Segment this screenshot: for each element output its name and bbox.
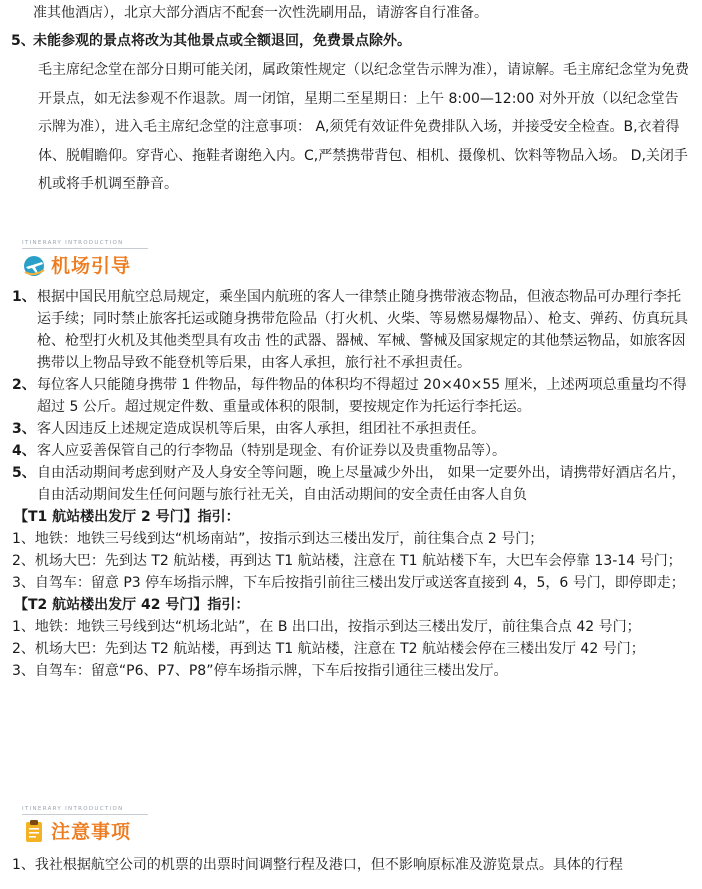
- header-title: 注意事项: [51, 821, 132, 843]
- list-item: [0, 462, 702, 506]
- list-item: [0, 286, 702, 374]
- t1-guide-line: 3、自驾车：留意 P3 停车场指示牌，下车后按指引前往三楼出发厅或送客直接到 4，5，6 号门，即停即走；: [12, 575, 685, 591]
- notes-header: [13, 806, 153, 846]
- list-item: [0, 418, 702, 440]
- item-number: 3、: [12, 421, 36, 437]
- sights-rule-item: [0, 30, 702, 52]
- airport-guide-header: [13, 240, 153, 280]
- item-text: 客人因违反上述规定造成误机等后果，由客人承担，组团社不承担责任。: [37, 421, 485, 437]
- header-divider: [22, 814, 148, 815]
- list-item: [0, 374, 702, 418]
- header-title: 机场引导: [51, 255, 132, 277]
- memorial-hall-notice: 毛主席纪念堂在部分日期可能关闭，属政策性规定（以纪念堂告示牌为准），请谅解。毛主席纪念堂为免费开景点，如无法参观不作退款。周一闭馆，星期二至星期日：上午 8:00—12:00 对外开放（以纪念堂告示牌为准），进入毛主席纪念堂的注意事项： A,须凭有效证件免费排队入场，并接受安全检查。B,衣着得体、脱帽瞻仰。穿背心、拖鞋者谢绝入内。C,严禁携带背包、相机、摄像机、饮料等物品入场。 D,关闭手机或将手机调至静音。: [38, 62, 689, 192]
- hotel-note-text: 准其他酒店），北京大部分酒店不配套一次性洗刷用品，请游客自行准备。: [33, 5, 488, 21]
- item-number: 2、: [12, 377, 36, 393]
- item-text: 每位客人只能随身携带 1 件物品，每件物品的体积均不得超过 20×40×55 厘米，上述两项总重量均不得超过 5 公斤。超过规定件数、重量或体积的限制，要按规定作为托运行李托运。: [37, 377, 687, 415]
- t2-guide-line: 3、自驾车：留意“P6、P7、P8”停车场指示牌，下车后按指引通往三楼出发厅。: [12, 663, 508, 679]
- t1-guide-line: 1、地铁：地铁三号线到达“机场南站”，按指示到达三楼出发厅，前往集合点 2 号门；: [12, 531, 544, 547]
- t1-guide-title: 【T1 航站楼出发厅 2 号门】指引：: [14, 509, 240, 525]
- notes-section: [0, 854, 702, 876]
- item-number: 5、: [12, 465, 36, 481]
- t2-guide-line: 1、地铁：地铁三号线到达“机场北站”，在 B 出口出，按指示到达三楼出发厅，前往集合点 42 号门；: [12, 619, 641, 635]
- item-number: 5、: [11, 33, 35, 49]
- clipboard-icon: [21, 818, 47, 844]
- sights-rule-title: 未能参观的景点将改为其他景点或全额退回，免费景点除外。: [33, 33, 411, 49]
- notes-line: 1、我社根据航空公司的机票的出票时间调整行程及港口，但不影响原标准及游览景点。具体的行程: [12, 857, 623, 873]
- item-text: 客人应妥善保管自己的行李物品（特别是现金、有价证券以及贵重物品等）。: [37, 443, 506, 459]
- hotel-and-sights-section: [0, 2, 702, 199]
- t2-guide-title: 【T2 航站楼出发厅 42 号门】指引：: [14, 597, 250, 613]
- item-text: 自由活动期间考虑到财产及人身安全等问题，晚上尽量减少外出， 如果一定要外出，请携带好酒店名片，自由活动期间发生任何问题与旅行社无关，自由活动期间的安全责任由客人自负: [37, 465, 686, 503]
- airplane-icon: [21, 252, 47, 278]
- t2-guide-line: 2、机场大巴：先到达 T2 航站楼，再到达 T1 航站楼，注意在 T2 航站楼会停在三楼出发厅 42 号门；: [12, 641, 645, 657]
- item-number: 4、: [12, 443, 36, 459]
- header-divider: [22, 248, 148, 249]
- item-text: 根据中国民用航空总局规定，乘坐国内航班的客人一律禁止随身携带液态物品，但液态物品可办理行李托运手续；同时禁止旅客托运或随身携带危险品（打火机、火柴、等易燃易爆物品）、枪支、弹药、仿真玩具枪、枪型打火机及其他类型具有攻击 性的武器、器械、军械、警械及国家规定的其他禁运物品，如旅客因携带以上物品导致不能登机等后果，由客人承担，旅行社不承担责任。: [37, 289, 688, 371]
- item-number: 1、: [12, 289, 36, 305]
- airport-guide-section: [0, 286, 702, 682]
- header-en-label: ITINERARY INTRODUCTION: [22, 806, 124, 812]
- t1-guide-line: 2、机场大巴：先到达 T2 航站楼，再到达 T1 航站楼，注意在 T1 航站楼下车，大巴车会停靠 13-14 号门；: [12, 553, 682, 569]
- list-item: [0, 440, 702, 462]
- header-en-label: ITINERARY INTRODUCTION: [22, 240, 124, 246]
